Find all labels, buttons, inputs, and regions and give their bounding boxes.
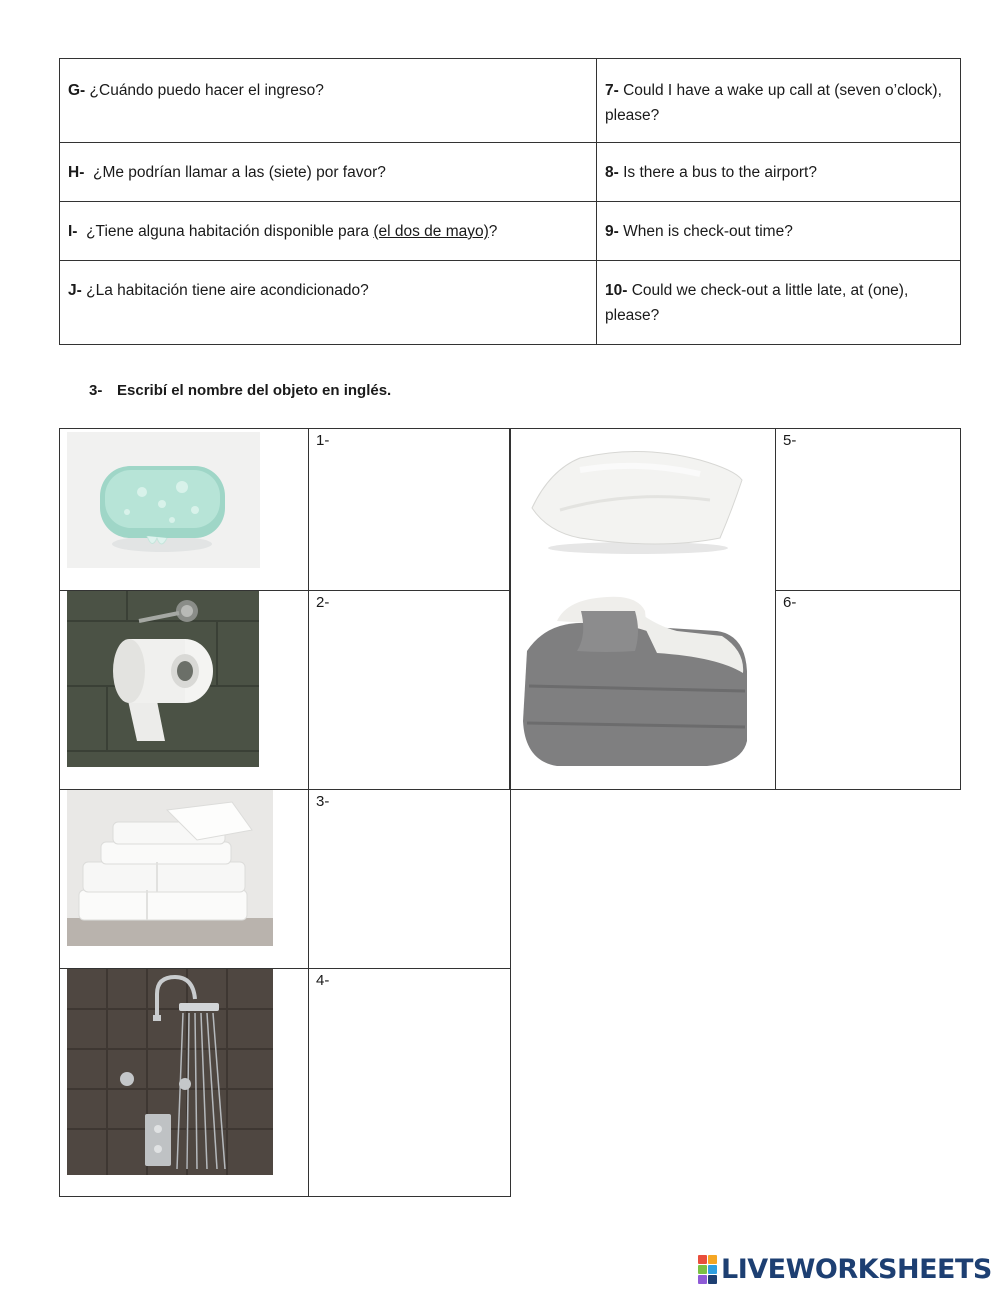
question-text: ¿Tiene alguna habitación disponible para (86, 223, 374, 240)
section-heading (89, 382, 391, 399)
question-text: ¿Me podrían llamar a las (siete) por favor? (92, 164, 386, 181)
english-phrase-10 (597, 261, 961, 345)
liveworksheets-logo (698, 1254, 992, 1284)
phrase-text: Could we check-out a little late, at (one), please? (605, 282, 909, 324)
blanket-image (517, 591, 750, 773)
answer-cell-2[interactable] (308, 590, 511, 790)
spanish-question-g (60, 59, 597, 143)
answer-cell-5[interactable] (775, 428, 961, 591)
toilet-paper-image (67, 591, 259, 767)
question-label: H- (68, 164, 85, 181)
pillow-icon (520, 440, 750, 560)
question-label: I- (68, 223, 78, 240)
question-end: ? (488, 223, 498, 240)
answer-number-1: 1- (316, 432, 330, 449)
table-row (60, 143, 961, 202)
answer-number-3: 3- (316, 793, 330, 810)
spanish-question-j (60, 261, 597, 345)
blanket-icon (517, 591, 750, 773)
phrase-text: When is check-out time? (623, 223, 793, 240)
soap-bar-icon (67, 432, 260, 568)
phrase-text: Is there a bus to the airport? (623, 164, 817, 181)
towels-image (67, 790, 273, 946)
english-phrase-7 (597, 59, 961, 143)
section-number: 3- (89, 382, 103, 399)
answer-number-2: 2- (316, 594, 330, 611)
section-title: Escribí el nombre del objeto en inglés. (117, 382, 392, 399)
shower-icon (67, 969, 273, 1175)
answer-cell-6[interactable] (775, 590, 961, 790)
underlined-date: (el dos de mayo) (373, 223, 489, 240)
question-text: ¿La habitación tiene aire acondicionado? (86, 282, 369, 299)
matching-table (59, 58, 961, 345)
question-text: ¿Cuándo puedo hacer el ingreso? (89, 82, 324, 99)
toilet-paper-icon (67, 591, 259, 767)
table-row (60, 59, 961, 143)
question-label: G- (68, 82, 86, 99)
phrase-number: 7- (605, 82, 619, 99)
phrase-number: 9- (605, 223, 619, 240)
answer-number-5: 5- (783, 432, 797, 449)
table-row (60, 202, 961, 261)
answer-number-4: 4- (316, 972, 330, 989)
logo-mark-icon (698, 1255, 717, 1284)
phrase-text: Could I have a wake up call at (seven o’clock), please? (605, 82, 942, 124)
answer-cell-3[interactable] (308, 789, 511, 969)
spanish-question-h (60, 143, 597, 202)
answer-cell-4[interactable] (308, 968, 511, 1197)
towels-icon (67, 790, 273, 946)
answer-cell-1[interactable] (308, 428, 511, 591)
table-row (60, 261, 961, 345)
english-phrase-8 (597, 143, 961, 202)
question-label: J- (68, 282, 82, 299)
shower-image (67, 969, 273, 1175)
logo-text: LIVEWORKSHEETS (721, 1253, 992, 1285)
spanish-question-i (60, 202, 597, 261)
english-phrase-9 (597, 202, 961, 261)
soap-bar-image (67, 432, 260, 568)
pillow-image (520, 440, 750, 560)
answer-number-6: 6- (783, 594, 797, 611)
phrase-number: 8- (605, 164, 619, 181)
phrase-number: 10- (605, 282, 628, 299)
